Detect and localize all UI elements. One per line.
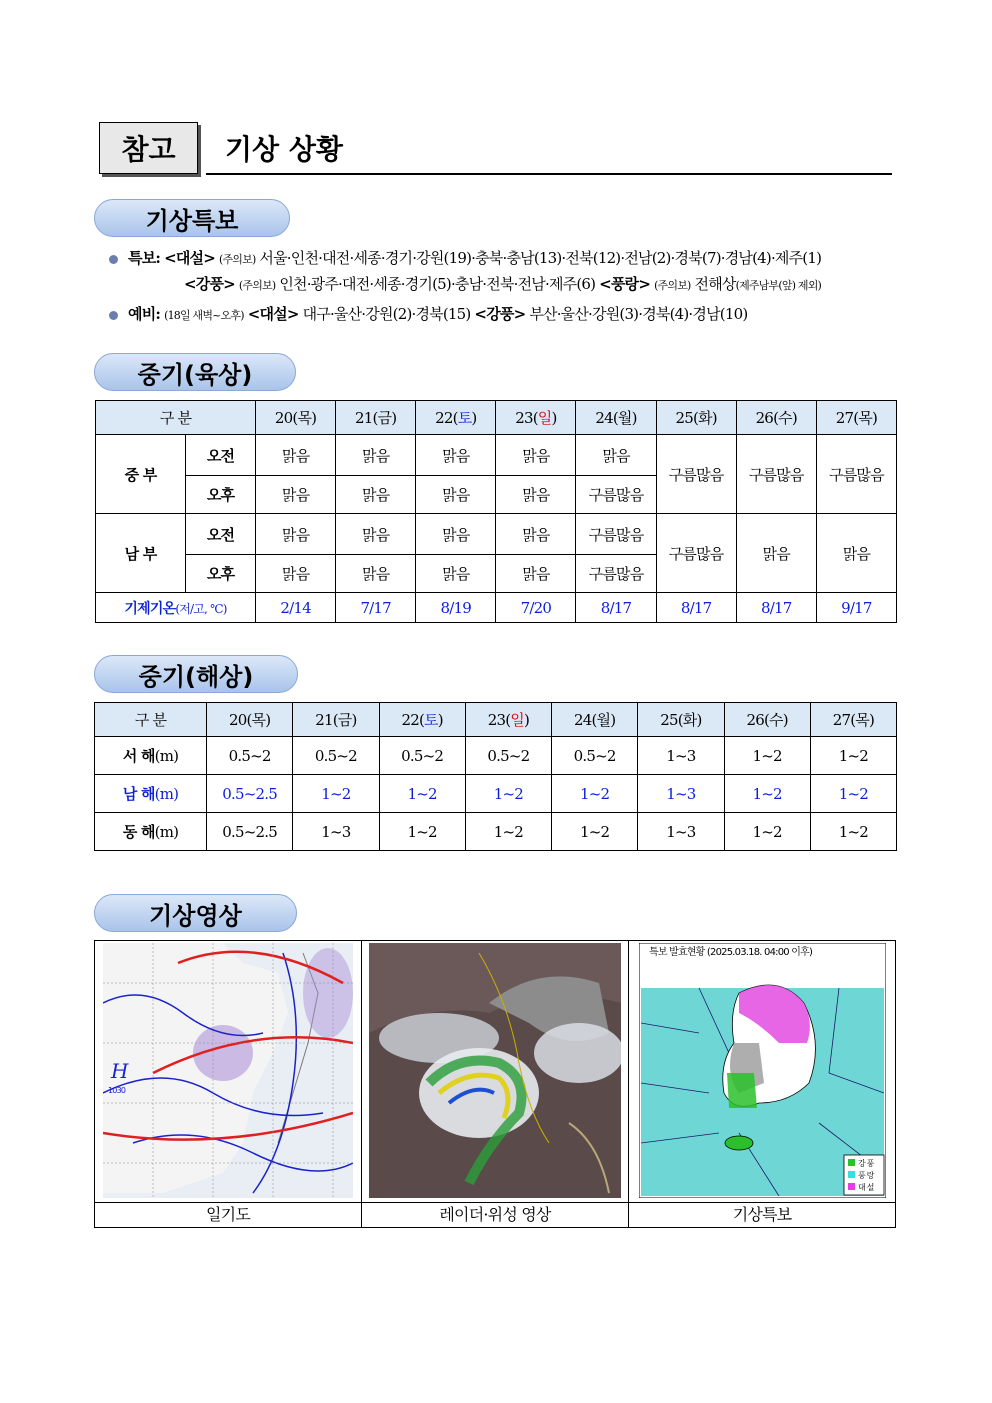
wave-cell: 1~3 — [293, 813, 379, 851]
snow-regions: 서울·인천·대전·세종·경기·강원(19)·충북·충남(13)·전북(12)·전남(2)·경북(7)·경남(4)·제주(1) — [259, 249, 822, 267]
section-title-warnings: 기상특보 — [94, 199, 290, 237]
land-day-cell: 27(목) — [816, 401, 896, 435]
sea-day-cell: 23(일) — [465, 703, 551, 737]
image-row — [95, 941, 896, 1203]
forecast-cell: 맑음 — [256, 555, 336, 593]
warning-map-image — [639, 943, 886, 1198]
wave-regions: 전해상 — [694, 275, 736, 293]
table-row — [96, 514, 897, 555]
forecast-cell: 맑음 — [256, 435, 336, 476]
am-label: 오전 — [186, 514, 256, 555]
forecast-cell: 맑음 — [496, 514, 576, 555]
sea-day-cell: 22(토) — [379, 703, 465, 737]
bullet-icon — [109, 255, 118, 264]
region-south: 남 부 — [96, 514, 186, 593]
wave-cell: 0.5~2.5 — [207, 775, 293, 813]
forecast-cell: 맑음 — [416, 555, 496, 593]
land-day-cell: 23(일) — [496, 401, 576, 435]
title-underline — [206, 173, 892, 175]
land-day-cell: 22(토) — [416, 401, 496, 435]
wave-cell: 1~2 — [379, 775, 465, 813]
pm-label: 오후 — [186, 476, 256, 514]
wave-cell: 1~2 — [293, 775, 379, 813]
wave-cell: 1~2 — [552, 775, 638, 813]
table-row — [95, 813, 897, 851]
am-label: 오전 — [186, 435, 256, 476]
page-title: 기상 상황 — [225, 133, 343, 166]
temperature-cell: 8/17 — [736, 593, 816, 623]
sea-region-south: 남 해(m) — [95, 775, 207, 813]
preliminary-time: (18일 새벽~오후) — [164, 309, 244, 322]
wave-cell: 1~2 — [465, 813, 551, 851]
land-day-cell: 26(수) — [736, 401, 816, 435]
section-title-land: 중기(육상) — [94, 353, 296, 391]
special-warning-line-2 — [184, 272, 821, 298]
caption-radar-satellite: 레이더·위성 영상 — [362, 1203, 629, 1228]
forecast-cell: 맑음 — [336, 476, 416, 514]
forecast-cell: 맑음 — [256, 514, 336, 555]
wave-tag: <풍랑> — [599, 275, 651, 293]
sea-region-west: 서 해(m) — [95, 737, 207, 775]
table-row — [95, 737, 897, 775]
snow-tag: <대설> — [247, 305, 299, 323]
preliminary-warning-line — [109, 302, 747, 328]
section-title-images: 기상영상 — [94, 894, 297, 932]
forecast-cell: 맑음 — [496, 435, 576, 476]
forecast-cell: 맑음 — [416, 435, 496, 476]
sea-day-cell: 25(화) — [638, 703, 724, 737]
land-header-row — [96, 401, 897, 435]
legend-label-wave: 풍 랑 — [857, 1171, 874, 1180]
temperature-cell: 9/17 — [816, 593, 896, 623]
snow-tag: <대설> — [164, 249, 216, 267]
wind-tag: <강풍> — [184, 275, 235, 293]
temperature-cell: 2/14 — [256, 593, 336, 623]
wave-cell: 0.5~2 — [552, 737, 638, 775]
wave-cell: 1~3 — [638, 737, 724, 775]
sea-day-cell: 24(월) — [552, 703, 638, 737]
bullet-icon — [109, 311, 118, 320]
temperature-cell: 8/19 — [416, 593, 496, 623]
forecast-cell: 구름많음 — [576, 514, 656, 555]
table-row — [95, 775, 897, 813]
wave-cell: 1~2 — [810, 813, 896, 851]
wave-cell: 0.5~2 — [293, 737, 379, 775]
forecast-cell: 맑음 — [736, 514, 816, 593]
warning-map-title: 특보 발효현황 (2025.03.18. 04:00 이후) — [648, 947, 812, 958]
wave-cell: 1~2 — [810, 775, 896, 813]
forecast-cell: 맑음 — [256, 476, 336, 514]
wave-cell: 1~2 — [724, 775, 810, 813]
wave-cell: 1~2 — [552, 813, 638, 851]
preliminary-label: 예비: — [128, 305, 161, 323]
high-pressure-mark: H — [111, 1059, 128, 1083]
sea-day-cell: 20(목) — [207, 703, 293, 737]
radar-satellite-image — [369, 943, 621, 1198]
warning-map-cell — [629, 941, 896, 1203]
sea-day-cell: 27(목) — [810, 703, 896, 737]
sea-day-cell: 21(금) — [293, 703, 379, 737]
advisory-note: (주의보) — [218, 253, 256, 266]
special-label: 특보: — [128, 249, 161, 267]
legend-label-snow: 대 설 — [857, 1183, 874, 1192]
wave-cell: 1~2 — [465, 775, 551, 813]
sea-region-east: 동 해(m) — [95, 813, 207, 851]
temperature-cell: 8/17 — [576, 593, 656, 623]
advisory-note: (주의보) — [654, 279, 691, 292]
sea-corner-cell: 구 분 — [95, 703, 207, 737]
forecast-cell: 맑음 — [416, 514, 496, 555]
sea-header-row — [95, 703, 897, 737]
temperature-cell: 7/20 — [496, 593, 576, 623]
wave-cell: 1~3 — [638, 813, 724, 851]
forecast-cell: 맑음 — [416, 476, 496, 514]
forecast-cell: 맑음 — [816, 514, 896, 593]
advisory-note: (주의보) — [238, 279, 276, 292]
forecast-cell: 맑음 — [336, 514, 416, 555]
temperature-label: 기제기온(저/고, ℃) — [96, 593, 256, 623]
weather-chart-image — [103, 943, 353, 1198]
weather-chart-cell — [95, 941, 362, 1203]
wave-cell: 1~2 — [724, 813, 810, 851]
temperature-row — [96, 593, 897, 623]
wind-tag: <강풍> — [474, 305, 526, 323]
pm-label: 오후 — [186, 555, 256, 593]
caption-weather-chart: 일기도 — [95, 1203, 362, 1228]
forecast-cell: 구름많음 — [656, 514, 736, 593]
sea-day-cell: 26(수) — [724, 703, 810, 737]
legend-swatch-wind — [848, 1159, 855, 1166]
snow-regions: 대구·울산·강원(2)·경북(15) — [302, 305, 471, 323]
wave-cell: 0.5~2 — [207, 737, 293, 775]
weather-images-table — [94, 940, 896, 1228]
legend-swatch-wave — [848, 1171, 855, 1178]
land-forecast-table — [95, 400, 897, 623]
forecast-cell: 구름많음 — [576, 555, 656, 593]
wave-cell: 1~3 — [638, 775, 724, 813]
legend-swatch-snow — [848, 1183, 855, 1190]
wave-cell: 0.5~2 — [465, 737, 551, 775]
reference-box: 참고 — [99, 122, 198, 174]
wave-cell: 0.5~2 — [379, 737, 465, 775]
forecast-cell: 맑음 — [496, 555, 576, 593]
temperature-cell: 8/17 — [656, 593, 736, 623]
forecast-cell: 맑음 — [336, 555, 416, 593]
land-day-cell: 24(월) — [576, 401, 656, 435]
special-warning-line-1 — [109, 246, 821, 272]
forecast-cell: 맑음 — [576, 435, 656, 476]
wave-cell: 1~2 — [810, 737, 896, 775]
wave-cell: 1~2 — [379, 813, 465, 851]
wave-note: (제주남부(앞) 제외) — [735, 279, 822, 292]
sea-forecast-table — [94, 702, 897, 851]
wind-regions: 부산·울산·강원(3)·경북(4)·경남(10) — [529, 305, 748, 323]
land-day-cell: 25(화) — [656, 401, 736, 435]
region-central: 중 부 — [96, 435, 186, 514]
forecast-cell: 맑음 — [496, 476, 576, 514]
forecast-cell: 맑음 — [336, 435, 416, 476]
forecast-cell: 구름많음 — [576, 476, 656, 514]
wave-cell: 1~2 — [724, 737, 810, 775]
forecast-cell: 구름많음 — [816, 435, 896, 514]
section-title-sea: 중기(해상) — [94, 655, 298, 693]
wind-regions: 인천·광주·대전·세종·경기(5)·충남·전북·전남·제주(6) — [279, 275, 596, 293]
land-day-cell: 20(목) — [256, 401, 336, 435]
land-day-cell: 21(금) — [336, 401, 416, 435]
caption-warning-map: 기상특보 — [629, 1203, 896, 1228]
legend-label-wind: 강 풍 — [857, 1159, 874, 1168]
temperature-cell: 7/17 — [336, 593, 416, 623]
high-pressure-value: 1030 — [108, 1086, 126, 1095]
wave-cell: 0.5~2.5 — [207, 813, 293, 851]
caption-row — [95, 1203, 896, 1228]
table-row — [96, 435, 897, 476]
forecast-cell: 구름많음 — [736, 435, 816, 514]
land-corner-cell: 구 분 — [96, 401, 256, 435]
forecast-cell: 구름많음 — [656, 435, 736, 514]
radar-satellite-cell — [362, 941, 629, 1203]
